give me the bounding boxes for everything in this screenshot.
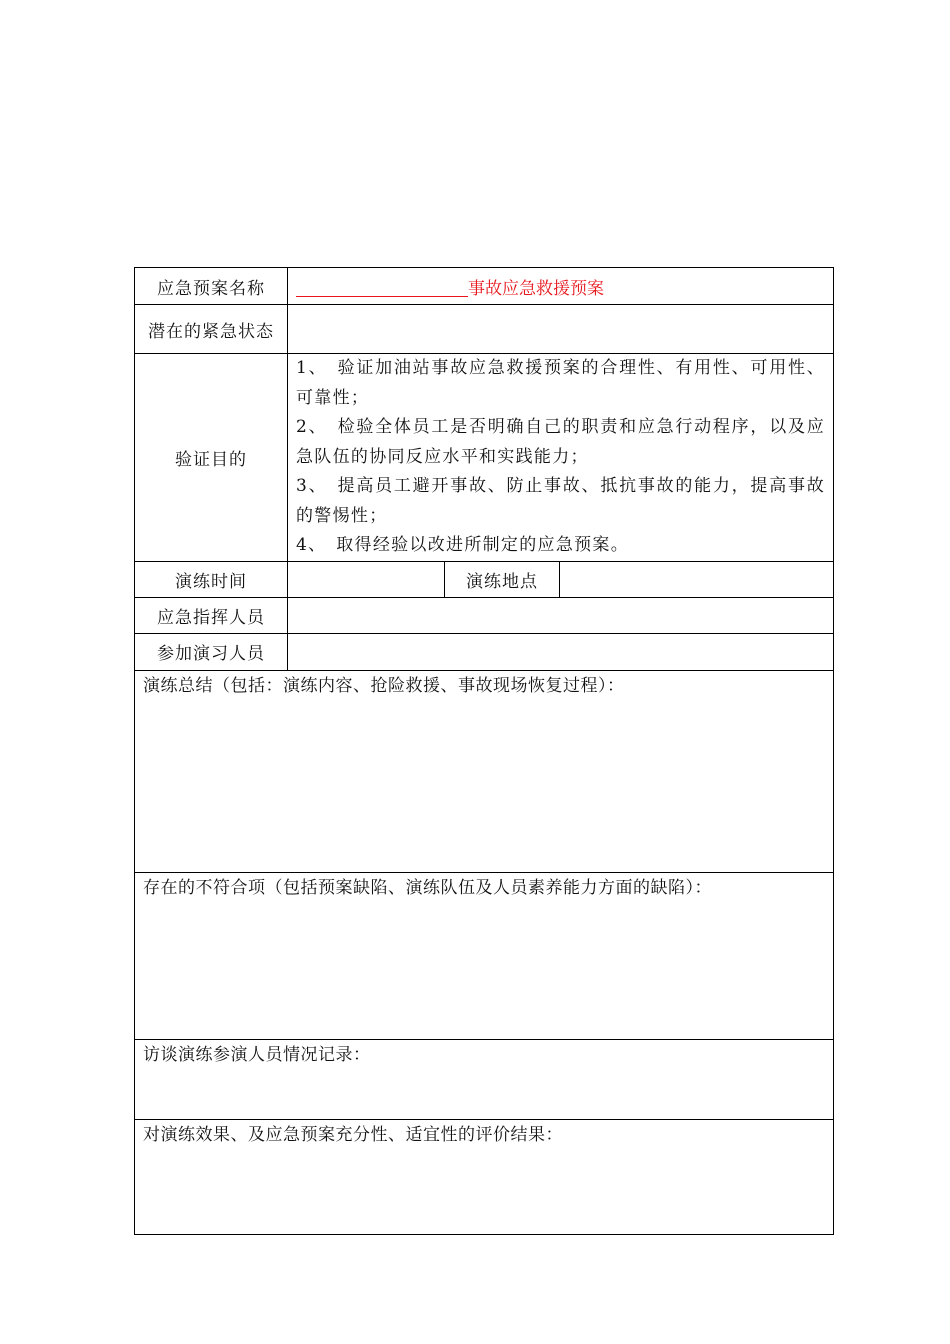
emergency-state-label: 潜在的紧急状态 (135, 305, 288, 354)
plan-name-row (135, 268, 834, 305)
plan-name-value: 事故应急救援预案 (468, 278, 604, 299)
drill-location-value[interactable] (560, 561, 834, 597)
summary-section[interactable] (135, 670, 834, 872)
drill-location-label: 演练地点 (445, 561, 560, 597)
drill-time-value[interactable] (288, 561, 445, 597)
purpose-label: 验证目的 (135, 354, 288, 562)
purpose-item: 3、 提高员工避开事故、防止事故、抵抗事故的能力，提高事故的警惕性； (296, 476, 826, 526)
interview-section[interactable] (135, 1039, 834, 1119)
plan-name-label: 应急预案名称 (135, 268, 288, 305)
interview-row (135, 1039, 834, 1119)
drill-time-label: 演练时间 (135, 561, 288, 597)
emergency-state-row (135, 305, 834, 354)
participants-row (135, 633, 834, 670)
purpose-list (288, 354, 834, 562)
emergency-state-value[interactable] (288, 305, 834, 354)
nonconformity-row (135, 872, 834, 1039)
purpose-row (135, 354, 834, 562)
commander-value[interactable] (288, 597, 834, 633)
evaluation-row (135, 1119, 834, 1234)
purpose-item: 4、 取得经验以改进所制定的应急预案。 (296, 535, 630, 555)
drill-record-form (134, 267, 834, 1235)
commander-label: 应急指挥人员 (135, 597, 288, 633)
summary-label: 演练总结（包括：演练内容、抢险救援、事故现场恢复过程）： (143, 675, 625, 696)
summary-row (135, 670, 834, 872)
plan-name-cell[interactable] (288, 268, 834, 305)
drill-time-location-row (135, 561, 834, 597)
nonconformity-label: 存在的不符合项（包括预案缺陷、演练队伍及人员素养能力方面的缺陷）： (143, 877, 712, 898)
nonconformity-section[interactable] (135, 872, 834, 1039)
evaluation-label: 对演练效果、及应急预案充分性、适宜性的评价结果： (143, 1124, 563, 1145)
interview-label: 访谈演练参演人员情况记录： (143, 1044, 371, 1065)
participants-label: 参加演习人员 (135, 633, 288, 670)
purpose-item: 1、 验证加油站事故应急救援预案的合理性、有用性、可用性、可靠性； (296, 358, 826, 408)
commander-row (135, 597, 834, 633)
participants-value[interactable] (288, 633, 834, 670)
evaluation-section[interactable] (135, 1119, 834, 1234)
plan-name-blank-line (296, 278, 468, 297)
purpose-item: 2、 检验全体员工是否明确自己的职责和应急行动程序，以及应急队伍的协同反应水平和实践能力； (296, 417, 826, 467)
